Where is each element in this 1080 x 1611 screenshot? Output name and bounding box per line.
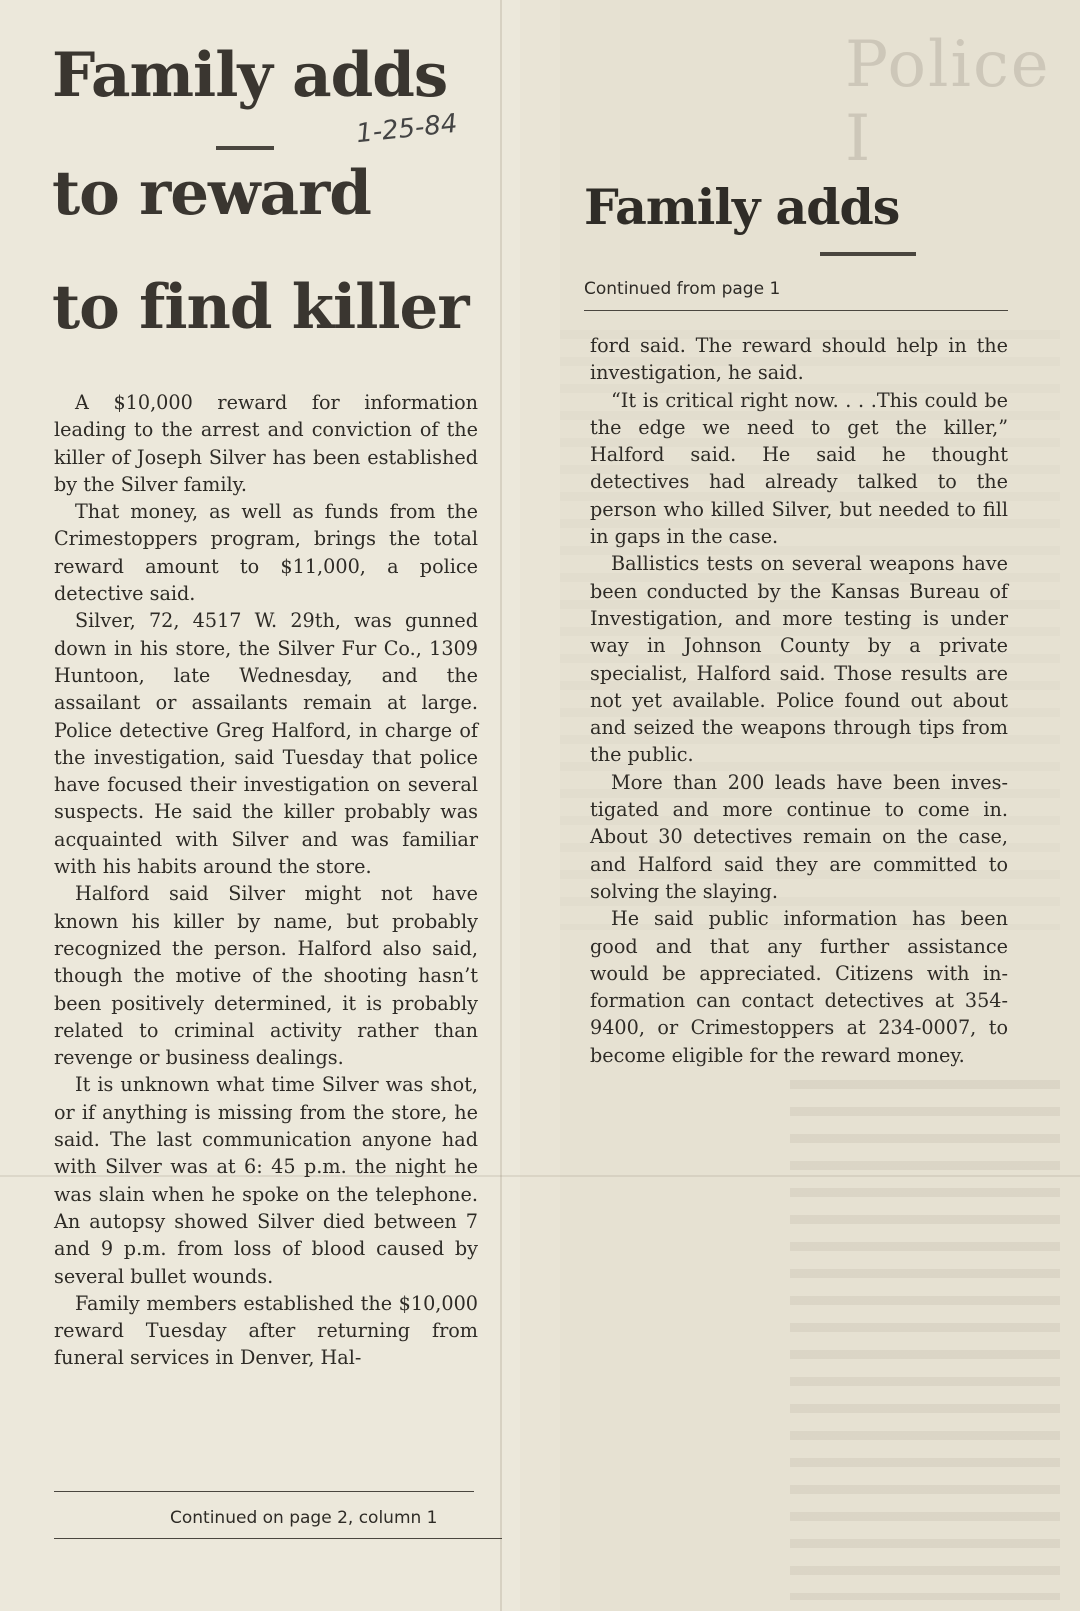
bleed-through-text-right [790,1080,1060,1600]
paragraph: Family members established the $10,000 reward Tuesday after returning from funeral services in Denver, Hal- [54,1291,478,1370]
jump-rule-bottom [54,1538,502,1539]
paragraph: Silver, 72, 4517 W. 29th, was gunned down in his store, the Silver Fur Co., 1309 Huntoon, late Wednesday, and the assailant or assailants remain at large. Police detective Greg Halford, in charge of the investigation, said Tuesday that police have focused their investigation on several suspects. He said the killer probably was acquainted with Silver and was familiar with his habits around the store. [54,609,478,879]
paragraph: It is unknown what time Silver was shot, or if anything is missing from the store, he said. The last communication anyone had with Silver was at 6: 45 p.m. the night he was slain when he spoke on the telephone. An autopsy showed Silver died between 7 and 9 p.m. from loss of blood caused by several bullet wounds. [54,1073,478,1288]
paragraph: Halford said Silver might not have known his killer by name, but probably recognized the person. Halford also said, though the motive of the shooting hasn’t been positively determined, it is probably related to criminal activity rather than revenge or business dealings. [54,882,478,1070]
continued-from-rule [584,310,1008,311]
headline-rule-1 [216,146,274,150]
continued-from-line: Continued from page 1 [584,279,781,299]
paragraph: ford said. The reward should help in the investigation, he said. [590,334,1008,385]
continued-on-line: Continued on page 2, column 1 [170,1508,438,1528]
right-article-body [590,332,1008,1069]
paragraph: A $10,000 reward for information leading to the arrest and conviction of the killer of Joseph Silver has been established by the Silver family. [54,391,478,496]
background-clipping-fragment: Police I [845,28,1051,176]
jump-rule-top [54,1491,474,1492]
fold-crease-vertical [500,0,502,1611]
paragraph: Ballistics tests on several weapons have been conducted by the Kansas Bureau of Investigation, and more testing is under way in Johnson County by a private specialist, Halford said. Those results are not yet available. Police found out about and seized the weapons through tips from the public. [590,552,1008,767]
continuation-headline: Family adds [584,178,900,236]
continuation-headline-rule [820,252,916,256]
handwritten-date: 1-25-84 [354,108,459,150]
paragraph: He said public information has been good and that any further assistance would be appreciated. Citizens with information can contact detectives at 354-9400, or Crimestoppers at 234-0007, to become eligible for the reward money. [590,907,1008,1067]
paragraph: More than 200 leads have been investigated and more continue to come in. About 30 detectives remain on the case, and Halford said they are committed to solving the slaying. [590,770,1008,903]
left-article-body [54,389,478,1372]
paragraph: “It is critical right now. . . .This could be the edge we need to get the killer,” Halford said. He said he thought detectives had already talked to the person who killed Silver, but needed to fill in gaps in the case. [590,388,1008,549]
paragraph: That money, as well as funds from the Crimestoppers program, brings the total reward amount to $11,000, a police detective said. [54,500,478,606]
headline-line-1: Family adds [52,40,448,111]
headline-line-3: to find killer [52,272,469,343]
headline-line-2: to reward [52,158,371,229]
